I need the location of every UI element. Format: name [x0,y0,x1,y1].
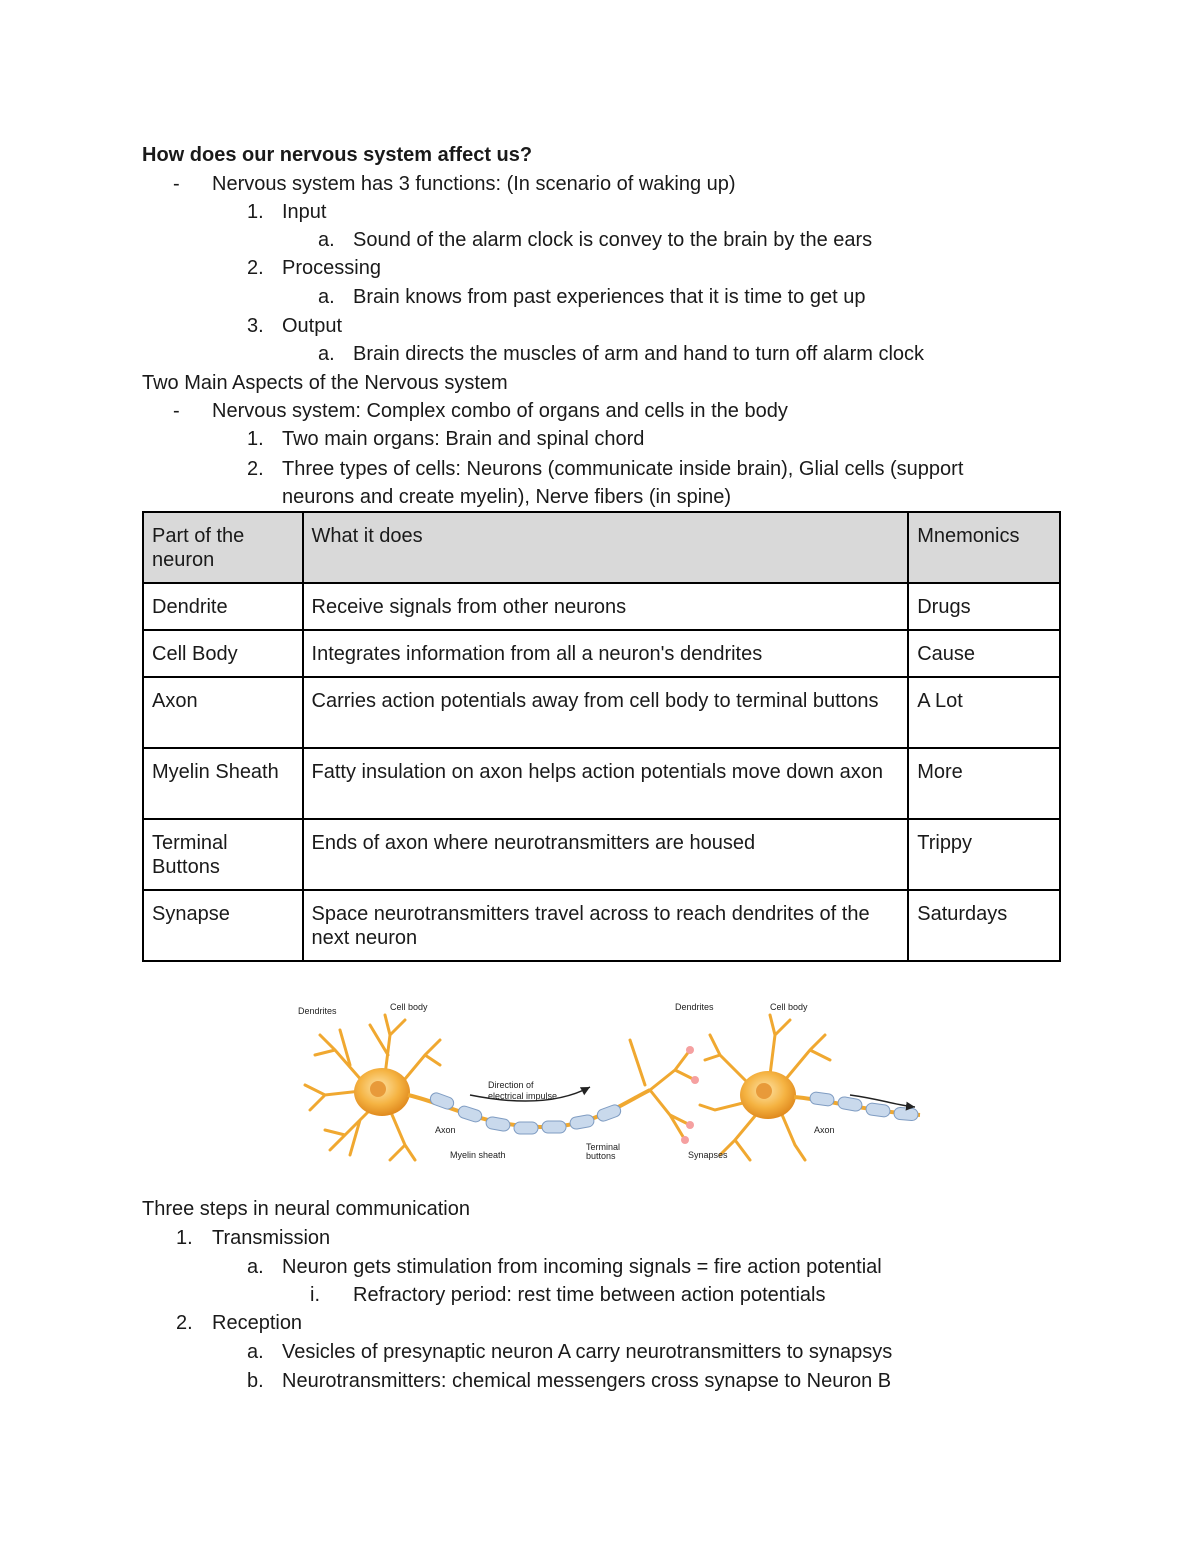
list-item: Reception [212,1312,303,1334]
table-cell: Myelin Sheath [143,748,303,819]
table-cell: Synapse [143,890,303,961]
table-cell: Dendrite [143,583,303,630]
label-terminal: Terminal [586,1142,621,1152]
table-cell: Carries action potentials away from cell body to terminal buttons [303,677,909,748]
table-cell: Drugs [908,583,1060,630]
list-number: 2. [176,1312,193,1334]
list-number: 1. [247,428,264,450]
table-row [143,677,1060,748]
bullet-marker: - [173,173,180,195]
table-cell: Trippy [908,819,1060,890]
sub-item: Brain directs the muscles of arm and hand to turn off alarm clock [353,343,925,365]
section-heading: Two Main Aspects of the Nervous system [142,372,508,394]
bullet-text: Nervous system: Complex combo of organs and cells in the body [212,400,788,422]
sub-marker: a. [318,286,335,308]
sub-item: Neurotransmitters: chemical messengers cross synapse to Neuron B [282,1370,892,1392]
table-cell: Saturdays [908,890,1060,961]
table-header-cell: Part of the neuron [143,512,303,583]
sub-marker: a. [247,1256,264,1278]
label-axon-right: Axon [814,1125,835,1135]
list-item: Input [282,201,327,223]
label-cell-body-right: Cell body [770,1002,808,1012]
table-cell: Fatty insulation on axon helps action potentials move down axon [303,748,909,819]
table-cell: Cause [908,630,1060,677]
label-axon: Axon [435,1125,456,1135]
list-item: Processing [282,257,381,279]
table-row [143,819,1060,890]
section-heading: Three steps in neural communication [142,1198,470,1220]
table-cell: More [908,748,1060,819]
label-direction: electrical impulse [488,1091,558,1101]
sub-marker: a. [247,1341,264,1363]
label-myelin: Myelin sheath [450,1150,506,1160]
list-number: 2. [247,257,264,279]
table-cell: Integrates information from all a neuron's dendrites [303,630,909,677]
bullet-marker: - [173,400,180,422]
neuron-parts-table [142,511,1061,962]
label-cell-body: Cell body [390,1002,428,1012]
sub-item: Neuron gets stimulation from incoming signals = fire action potential [282,1256,882,1278]
label-dendrites: Dendrites [298,1006,337,1016]
sub-item: Vesicles of presynaptic neuron A carry neurotransmitters to synapsys [282,1341,893,1363]
list-number: 1. [247,201,264,223]
sub-marker: b. [247,1370,264,1392]
list-item: Two main organs: Brain and spinal chord [282,428,645,450]
label-synapses: Synapses [688,1150,728,1160]
label-terminal: buttons [586,1151,616,1161]
table-cell: Terminal Buttons [143,819,303,890]
label-direction: Direction of [488,1080,534,1090]
table-header-cell: What it does [303,512,909,583]
list-number: 3. [247,315,264,337]
table-cell: Receive signals from other neurons [303,583,909,630]
neuron-diagram [290,995,930,1170]
list-number: 2. [247,458,264,480]
table-cell: Space neurotransmitters travel across to reach dendrites of the next neuron [303,890,909,961]
table-row [143,890,1060,961]
sub-item: Brain knows from past experiences that it is time to get up [353,286,866,308]
table-cell: Cell Body [143,630,303,677]
subsub-item: Refractory period: rest time between action potentials [353,1284,826,1306]
section-title: How does our nervous system affect us? [142,144,533,166]
left-nucleus [370,1081,386,1097]
terminal-buttons [630,1040,695,1140]
list-number: 1. [176,1227,193,1249]
table-row [143,583,1060,630]
list-item: Three types of cells: Neurons (communicate inside brain), Glial cells (support [282,458,964,480]
table-header-cell: Mnemonics [908,512,1060,583]
subsub-marker: i. [310,1284,320,1306]
table-cell: Ends of axon where neurotransmitters are housed [303,819,909,890]
table-row [143,630,1060,677]
table-row [143,748,1060,819]
list-item: Transmission [212,1227,331,1249]
right-nucleus [756,1083,772,1099]
table-cell: A Lot [908,677,1060,748]
list-item: Output [282,315,343,337]
sub-marker: a. [318,343,335,365]
label-dendrites-right: Dendrites [675,1002,714,1012]
table-cell: Axon [143,677,303,748]
list-item-continued: neurons and create myelin), Nerve fibers (in spine) [282,486,732,508]
sub-marker: a. [318,229,335,251]
table-header-row [143,512,1060,583]
bullet-text: Nervous system has 3 functions: (In scenario of waking up) [212,173,736,195]
sub-item: Sound of the alarm clock is convey to the brain by the ears [353,229,873,251]
